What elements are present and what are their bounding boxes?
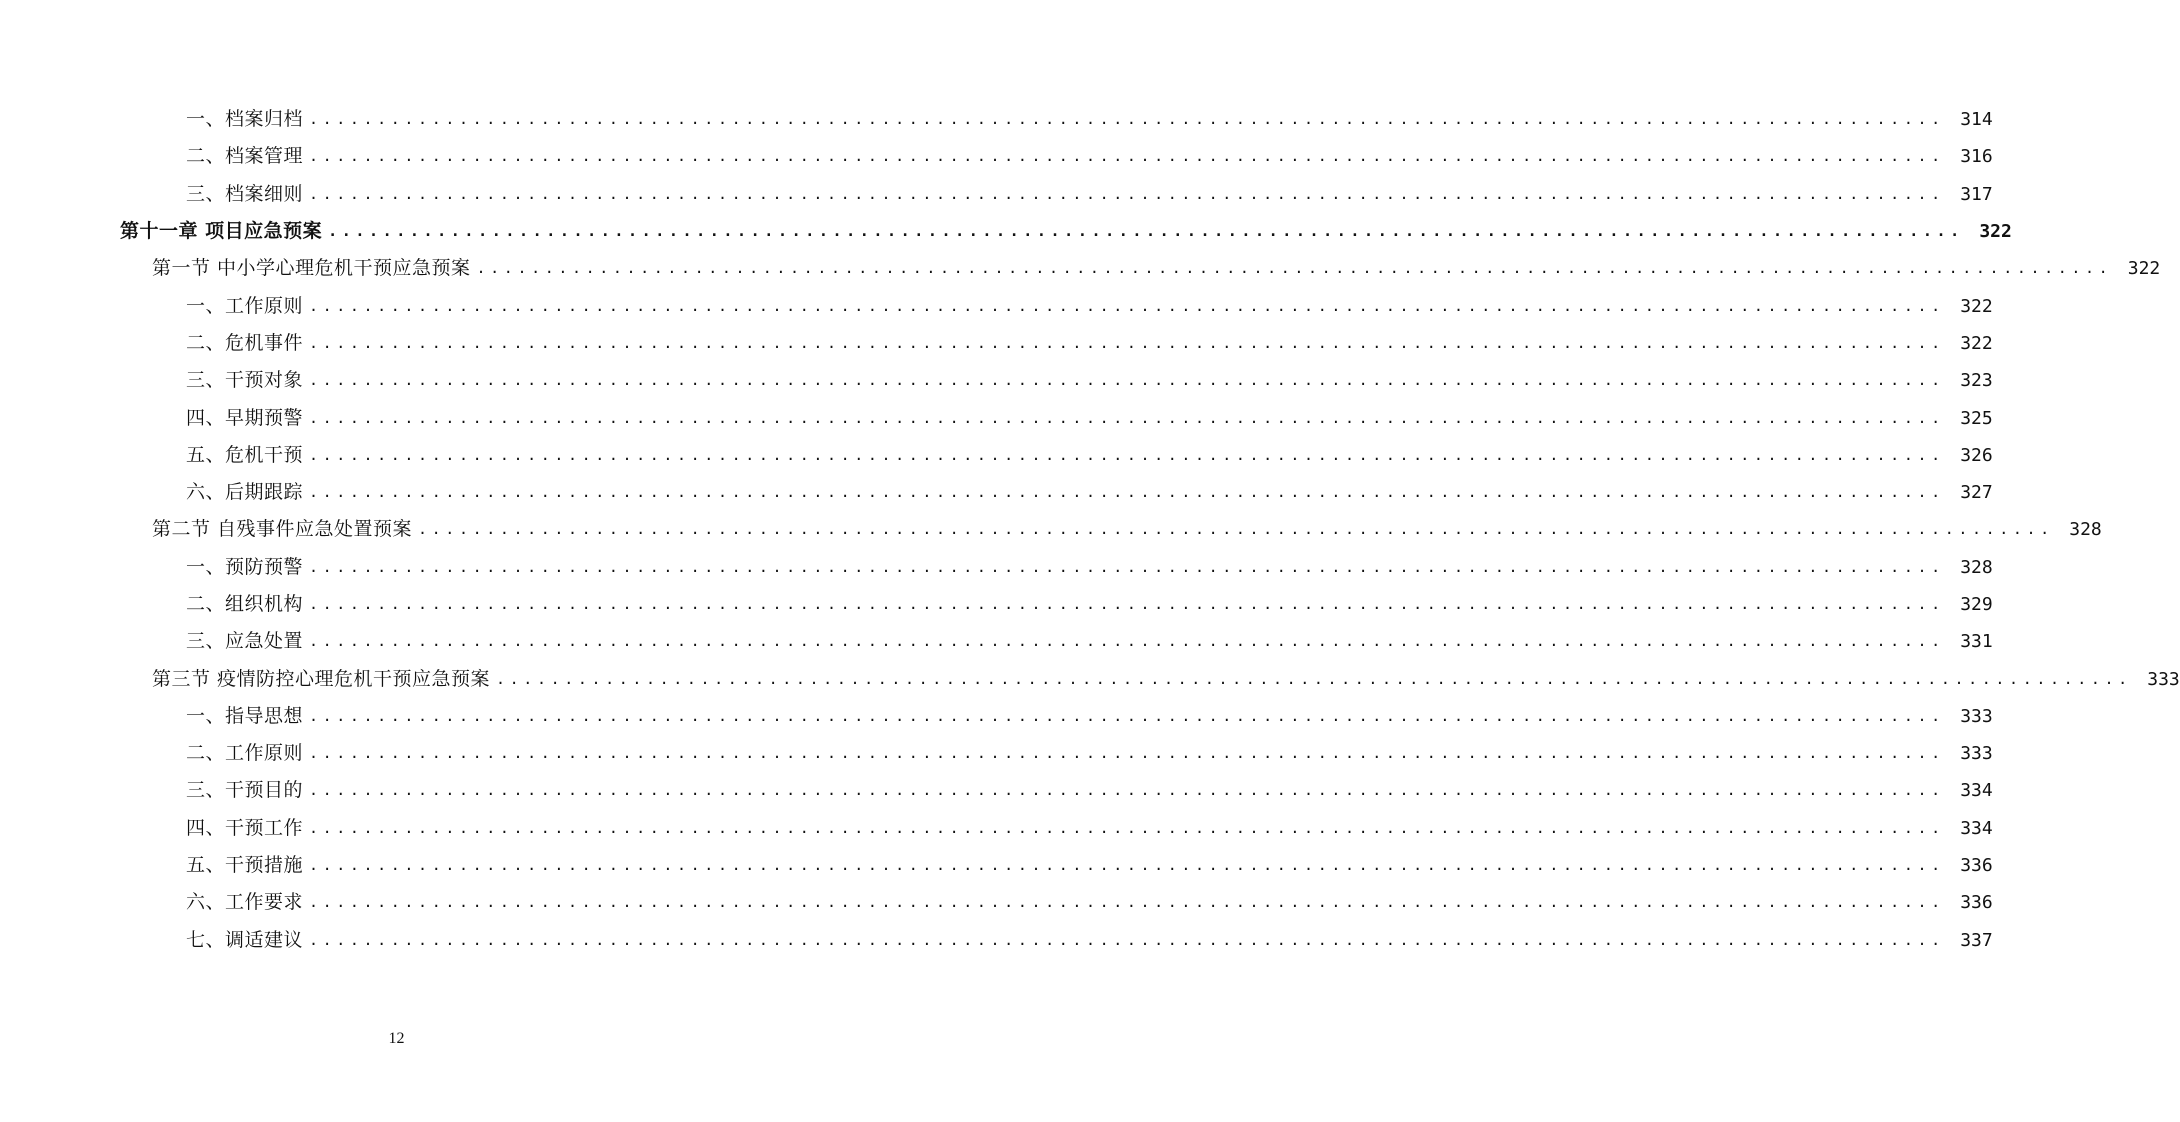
toc-entry-item[interactable] xyxy=(0,287,1993,324)
toc-entry-title: 三、档案细则 xyxy=(186,182,304,205)
toc-dot-leader: ........................................................................................................................ xyxy=(309,744,1945,763)
toc-dot-leader: ........................................................................................................................ xyxy=(476,259,2113,278)
toc-dot-leader: ........................................................................................................................ xyxy=(309,706,1945,725)
toc-entry-title: 六、工作要求 xyxy=(186,891,304,914)
toc-dot-leader: ........................................................................................................................ xyxy=(418,520,2054,539)
toc-dot-leader: ........................................................................................................................ xyxy=(309,856,1945,875)
toc-dot-leader: ........................................................................................................................ xyxy=(309,483,1945,502)
toc-entry-page: 337 xyxy=(1960,929,1993,951)
toc-entry-title: 一、指导思想 xyxy=(186,704,304,727)
toc-entry-item[interactable] xyxy=(0,810,1993,847)
toc-entry-page: 326 xyxy=(1960,444,1993,466)
toc-entry-page: 329 xyxy=(1960,594,1993,615)
toc-entry-title: 五、危机干预 xyxy=(186,443,304,466)
toc-entry-title: 第三节 疫情防控心理危机干预应急预案 xyxy=(152,667,491,690)
toc-entry-page: 331 xyxy=(1960,631,1993,653)
toc-entry-page: 325 xyxy=(1960,407,1993,429)
toc-entry-page: 327 xyxy=(1960,482,1993,504)
toc-dot-leader: ........................................................................................................................ xyxy=(309,818,1945,837)
toc-dot-leader: ........................................................................................................................ xyxy=(309,184,1945,203)
toc-entry-page: 322 xyxy=(2127,258,2161,280)
table-of-contents xyxy=(0,101,2180,959)
toc-entry-item[interactable] xyxy=(0,362,1993,399)
toc-entry-title: 四、早期预警 xyxy=(186,406,304,429)
toc-entry-page: 322 xyxy=(1960,332,1993,354)
toc-entry-title: 二、档案管理 xyxy=(186,145,304,168)
toc-dot-leader: ........................................................................................................................ xyxy=(309,147,1945,166)
toc-entry-item[interactable] xyxy=(0,325,1993,362)
toc-entry-item[interactable] xyxy=(0,586,1993,623)
toc-entry-page: 317 xyxy=(1960,183,1993,205)
toc-entry-page: 323 xyxy=(1960,370,1993,392)
toc-dot-leader: ........................................................................................................................ xyxy=(309,333,1945,352)
toc-entry-title: 二、组织机构 xyxy=(186,593,304,615)
toc-entry-section[interactable] xyxy=(0,511,2102,548)
toc-entry-item[interactable] xyxy=(0,847,1993,884)
toc-entry-title: 第一节 中小学心理危机干预应急预案 xyxy=(152,257,471,280)
toc-dot-leader: ........................................................................................................................ xyxy=(309,557,1945,576)
toc-entry-title: 四、干预工作 xyxy=(186,816,304,839)
toc-entry-page: 322 xyxy=(1960,295,1993,317)
toc-dot-leader: ........................................................................................................................ xyxy=(309,893,1945,912)
toc-dot-leader: ........................................................................................................................ xyxy=(328,222,1964,241)
toc-entry-item[interactable] xyxy=(0,474,1993,511)
toc-dot-leader: ........................................................................................................................ xyxy=(309,781,1945,800)
toc-entry-item[interactable] xyxy=(0,922,1993,959)
toc-dot-leader: ........................................................................................................................ xyxy=(309,595,1945,613)
toc-entry-page: 328 xyxy=(1960,556,1993,578)
page-number: 12 xyxy=(388,1030,405,1047)
toc-entry-page: 336 xyxy=(1960,855,1993,877)
toc-entry-title: 三、应急处置 xyxy=(186,630,304,653)
toc-dot-leader: ........................................................................................................................ xyxy=(309,930,1945,949)
toc-entry-item[interactable] xyxy=(0,138,1993,175)
toc-dot-leader: ........................................................................................................................ xyxy=(496,669,2132,688)
toc-entry-page: 334 xyxy=(1960,780,1993,802)
toc-dot-leader: ........................................................................................................................ xyxy=(309,445,1945,464)
toc-entry-title: 七、调适建议 xyxy=(186,928,304,951)
toc-entry-page: 336 xyxy=(1960,892,1993,914)
toc-entry-title: 三、干预对象 xyxy=(186,369,304,392)
toc-entry-item[interactable] xyxy=(0,399,1993,436)
toc-entry-title: 五、干预措施 xyxy=(186,854,304,877)
toc-entry-page: 334 xyxy=(1960,817,1993,839)
toc-dot-leader: ........................................................................................................................ xyxy=(309,371,1945,390)
toc-entry-page: 314 xyxy=(1960,109,1993,131)
toc-entry-item[interactable] xyxy=(0,623,1993,660)
toc-entry-item[interactable] xyxy=(0,884,1993,921)
toc-entry-item[interactable] xyxy=(0,437,1993,474)
toc-entry-title: 二、工作原则 xyxy=(186,742,304,765)
toc-entry-item[interactable] xyxy=(0,772,1993,809)
toc-entry-item[interactable] xyxy=(0,698,1993,735)
toc-entry-title: 二、危机事件 xyxy=(186,331,304,354)
toc-entry-page: 322 xyxy=(1979,221,2012,243)
toc-entry-title: 一、档案归档 xyxy=(186,108,304,131)
toc-entry-item[interactable] xyxy=(0,735,1993,772)
toc-entry-title: 三、干预目的 xyxy=(186,779,304,802)
toc-entry-item[interactable] xyxy=(0,549,1993,586)
toc-dot-leader: ........................................................................................................................ xyxy=(309,296,1945,315)
toc-entry-title: 六、后期跟踪 xyxy=(186,481,304,504)
toc-entry-item[interactable] xyxy=(0,101,1993,138)
toc-dot-leader: ........................................................................................................................ xyxy=(309,110,1945,129)
toc-dot-leader: ........................................................................................................................ xyxy=(309,408,1945,427)
toc-entry-title: 第二节 自残事件应急处置预案 xyxy=(152,518,413,541)
toc-entry-title: 第十一章 项目应急预案 xyxy=(120,220,323,243)
toc-entry-title: 一、预防预警 xyxy=(186,555,304,578)
toc-entry-chapter[interactable] xyxy=(0,213,2012,250)
toc-entry-page: 333 xyxy=(1960,743,1993,765)
toc-entry-page: 333 xyxy=(1960,705,1993,727)
toc-entry-item[interactable] xyxy=(0,176,1993,213)
toc-entry-title: 一、工作原则 xyxy=(186,294,304,317)
toc-entry-page: 333 xyxy=(2147,668,2180,690)
toc-dot-leader: ........................................................................................................................ xyxy=(309,632,1945,651)
toc-entry-page: 316 xyxy=(1960,146,1993,168)
toc-entry-section[interactable] xyxy=(0,250,2161,287)
toc-entry-page: 328 xyxy=(2069,519,2102,541)
toc-entry-section[interactable] xyxy=(0,660,2180,697)
